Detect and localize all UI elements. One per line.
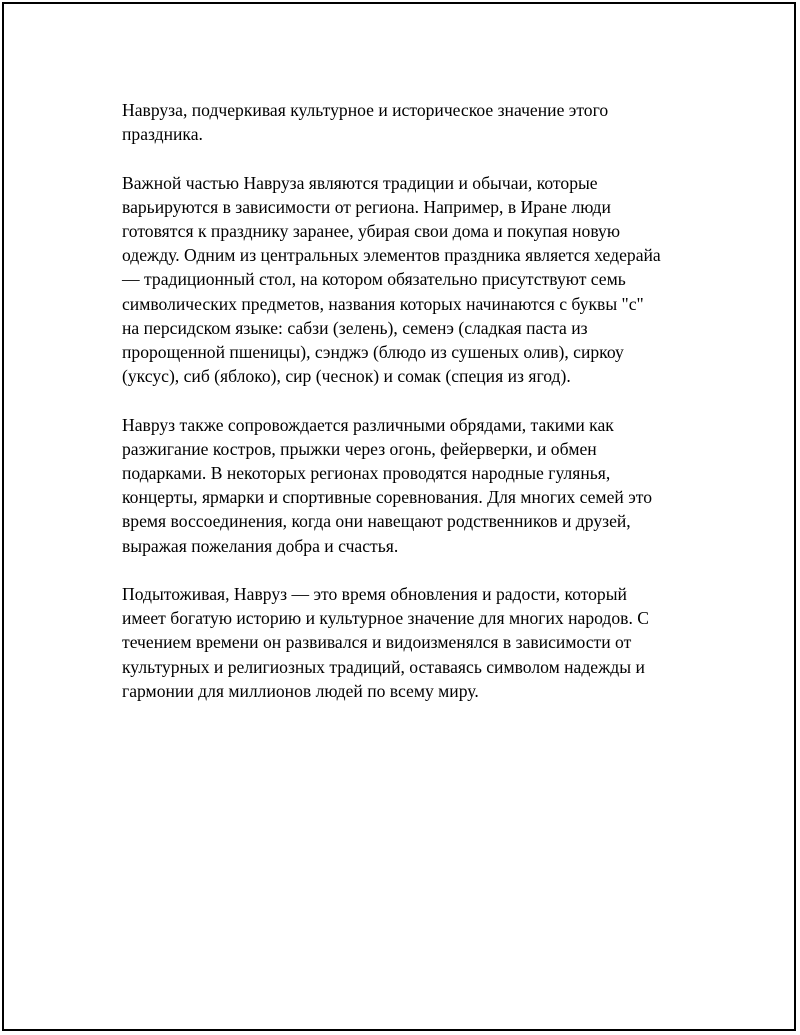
paragraph-rituals: Навруз также сопровождается различными обрядами, такими как разжигание костров, прыжки через огонь, фейерверки, и обмен подарками. В некоторых регионах проводятся народные гулянья, концерты, ярмарки и спортивные соревнования. Для многих семей это время воссоединения, когда они навещают родственников и друзей, выражая пожелания добра и счастья.	[122, 414, 652, 556]
paragraph-traditions: Важной частью Навруза являются традиции и обычаи, которые варьируются в зависимости от региона. Например, в Иране люди готовятся к празднику заранее, убирая свои дома и покупая новую одежду. Одним из центральных элементов праздника является хедерайа — традиционный стол, на котором обязательно присутствуют семь символических предметов, названия которых начинаются с буквы "с" на персидском языке: сабзи (зелень), семенэ (сладкая паста из пророщенной пшеницы), сэнджэ (блюдо из сушеных олив), сиркоу (уксус), сиб (яблоко), сир (чеснок) и сомак (специя из ягод).	[122, 172, 661, 387]
paragraph-conclusion: Подытоживая, Навруз — это время обновления и радости, который имеет богатую историю и культурное значение для многих народов. С течением времени он развивался и видоизменялся в зависимости от культурных и религиозных традиций, оставаясь символом надежды и гармонии для миллионов людей по всему миру.	[122, 584, 650, 701]
paragraph-intro-continuation: Навруза, подчеркивая культурное и историческое значение этого праздника.	[122, 100, 609, 145]
page-frame	[2, 2, 796, 1031]
document-body	[122, 98, 702, 727]
